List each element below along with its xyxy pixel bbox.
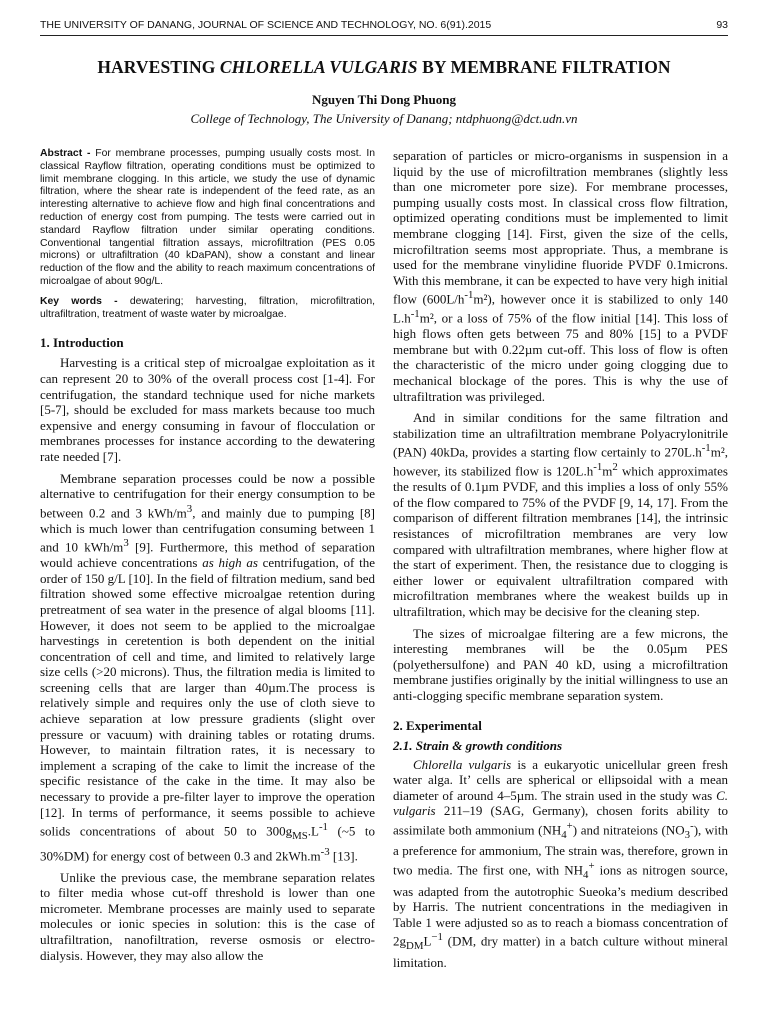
paper-title: HARVESTING CHLORELLA VULGARIS BY MEMBRANE FILTRATION bbox=[97, 57, 671, 77]
right-column bbox=[393, 148, 728, 976]
journal-name: THE UNIVERSITY OF DANANG, JOURNAL OF SCIENCE AND TECHNOLOGY, NO. 6(91).2015 bbox=[40, 19, 492, 31]
paragraph: The sizes of microalgae filtering are a few microns, the interesting membranes will be the 0.05µm PES (polyethersulfone) and PAN 40 kD, using a microfiltration membrane justifies originally by the initial willingness to use an anti-clogging specific membrane separation system. bbox=[393, 625, 728, 703]
paragraph: Unlike the previous case, the membrane separation relates to filter media whose cut-off threshold is lower than one micrometer. Membrane processes are mainly used to separate molecules or ionic species in solution: this is the case of ultrafiltration, nanofiltration, reverse osmosis or electro-dialysis. However, they may also allow the bbox=[40, 869, 375, 963]
section-heading-introduction: 1. Introduction bbox=[40, 335, 124, 351]
page-number: 93 bbox=[716, 19, 728, 31]
paragraph: And in similar conditions for the same filtration and stabilization time an ultrafiltration membrane Polyacrylonitrile (PAN) 40kDa, provides a starting flow certainly to $270L.h^{-1}m^2$, however, its stabilized flow is $120L.h^{-1}m^2$ which approximates the results of 0.1µm PVDF, and this implies a loss of only 55% of the flow compared to 75% of the PVDF [9, 14, 17]. From the comparison of different filtration membranes [14], the intrinsic resistances of microfiltration membranes are very low compared with ultrafiltration membranes, where higher flow at the start of experiment. Then, the resistance due to clogging is either lower or equivalent ultrafiltration compared with microfiltration membranes where the weakest builds up in ultrafiltration, which may be decisive for the cleaning step. bbox=[393, 410, 728, 619]
paragraph: separation of particles or micro-organisms in suspension in a liquid by the use of microfiltration membranes (slightly less than one micrometer pore size). For membrane processes, pumping usually costs most. In classical cross flow filtration, optimized operating conditions must be implemented to limit membrane clogging [14]. First, given the size of the cells, microfiltration seems most appropriate. Thus, a membrane is used for the membrane vinylidine fluoride PVDF 0.1microns. With this membrane, it can be expected to have very high initial flow $(600L/h^{-1}m^2)$, however once it is stabilized to only 140 $L.h^{-1}m^2$, or a loss of 75% of the flow initial [14]. This loss of high flows often gets between 75 and 80% [15] to a PVDF membrane but with 0.22µm cut-off. This loss of flow is often the characteristic of the micro under going clogging due to mechanical blockage of the pores. This is why the use of ultrafiltration was privileged. bbox=[393, 148, 728, 404]
subsection-heading-strain: 2.1. Strain & growth conditions bbox=[393, 737, 563, 753]
author-name: Nguyen Thi Dong Phuong bbox=[312, 92, 456, 107]
keywords: Key words - dewatering; harvesting, filtration, microfiltration, ultrafiltration, treatment of waste water by microalgae. bbox=[40, 295, 375, 320]
paragraph: Harvesting is a critical step of microalgae exploitation as it can represent 20 to 30% of the overall process cost [1-4]. For centrifugation, the standard technique used for niche markets [5-7], should be excluded for mass markets because too much expensive and energy consuming in favour of flocculation or membranes processes for instance according to the dewatering rate needed [7]. bbox=[40, 355, 375, 464]
paragraph: Chlorella vulgaris is a eukaryotic unicellular green fresh water alga. It’ cells are spherical or ellipsoidal with a mean diameter of around 4–5µm. The strain used in the study was C. vulgaris 211–19 (SAG, Germany), chosen forits ability to assimilate both ammonium $(NH_4^+)$ and nitrateions $(NO_3^-)$, with a preference for ammonium, The strain was, therefore, grown in two media. The first one, with $NH_4^+$ ions as nitrogen source, was adapted from the autotrophic Sueoka’s medium described by Harris. The nutrient concentrations in the mediagiven in Table 1 were adjusted so as to reach a biomass concentration of $2g_{DM}L^{-1}$ (DM, dry matter) in a batch culture without mineral limitation. bbox=[393, 756, 729, 970]
author-affiliation: College of Technology, The University of Danang; ntdphuong@dct.udn.vn bbox=[190, 111, 578, 126]
paragraph: Membrane separation processes could be now a possible alternative to centrifugation for their energy consumption to be between 0.2 and 3 kWh/$m^3$, and mainly due to pumping [8] which is much lower than centrifugation consuming between 1 and 10 kWh/$m^3$ [9]. Furthermore, this method of separation would achieve concentrations as high as centrifugation, of the order of 150 g/L [10]. In the field of filtration medium, sand bed filtration showed some effective microalgae retention during pretreatment of sea water in the presence of algal blooms [11]. However, it does not seem to be applied to the microalgae harvestings in ceretention is both dependent on the initial concentration of cell and time, and limited to relatively large size cells (>20 microns). Thus, the filtration media is limited to screening cells that are larger than 40µm.The process is relatively simple and requires only the use of cloth sieve to achieve separation at low pressure gradients (slight over pressure or vacuum) with draining tables or rotating drums. However, to maintain filtration rates, it is necessary to implement a scraping of the cake to limit the increase of the specific resistance of the cake in the time. It may also be necessary to provide a pre-filter layer to improve the operation [12]. In terms of performance, it seems possible to achieve solids concentrations of about 50 to $300g_{MS}.L^{-1}$ (~5 to 30%DM) for energy cost of between 0.3 and $2kWh.m^{-3}$ [13]. bbox=[40, 470, 376, 864]
section-heading-experimental: 2. Experimental bbox=[393, 717, 482, 733]
abstract: Abstract - For membrane processes, pumping usually costs most. In classical Rayflow filtration, operating conditions must be optimized to limit membrane clogging. In this article, we study the use of dynamic filtration, where the shear rate is independent of the feed rate, as an interesting alternative to achieve flow and high final concentrations and reduction of energy cost from pumping. The tests were carried out in standard Rayflow filtration under similar operating conditions. Conventional tangential filtration assays, microfiltration (PES 0.05 microns) or ultrafiltration (40 kDaPAN), show a constant and linear reduction of the flow and the ability to reach maximum concentrations of microalgae of about 90g/L. bbox=[40, 148, 375, 287]
running-header bbox=[40, 19, 728, 36]
left-column bbox=[40, 148, 375, 969]
